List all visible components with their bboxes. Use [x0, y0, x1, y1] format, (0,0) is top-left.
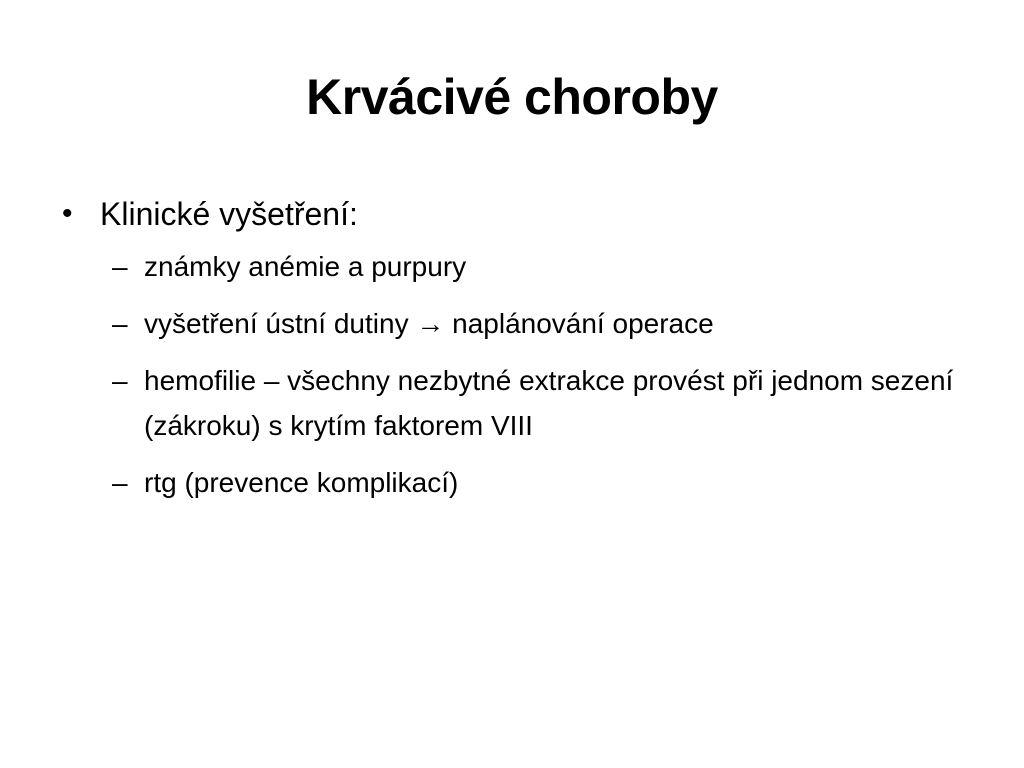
dash-marker: – — [112, 308, 128, 339]
dash-marker: – — [112, 365, 128, 396]
slide-content — [62, 188, 982, 517]
sub-bullet-item — [62, 244, 982, 289]
sub-bullet-item — [62, 460, 982, 505]
dash-marker: – — [112, 467, 128, 498]
sub-bullet-text: rtg (prevence komplikací) — [144, 467, 459, 498]
sub-bullet-item — [62, 358, 982, 448]
sub-bullet-list — [62, 244, 982, 505]
slide-title: Krvácivé choroby — [306, 69, 718, 125]
sub-bullet-text: hemofilie – všechny nezbytné extrakce provést při jednom sezení (zákroku) s krytím faktorem VIII — [144, 365, 954, 441]
bullet-marker: • — [62, 197, 73, 230]
dash-marker: – — [112, 251, 128, 282]
sub-bullet-item — [62, 301, 982, 346]
bullet-text: Klinické vyšetření: — [100, 196, 358, 232]
bullet-item — [62, 188, 982, 240]
sub-bullet-text: vyšetření ústní dutiny → naplánování operace — [144, 308, 714, 339]
sub-bullet-text: známky anémie a purpury — [144, 251, 467, 282]
